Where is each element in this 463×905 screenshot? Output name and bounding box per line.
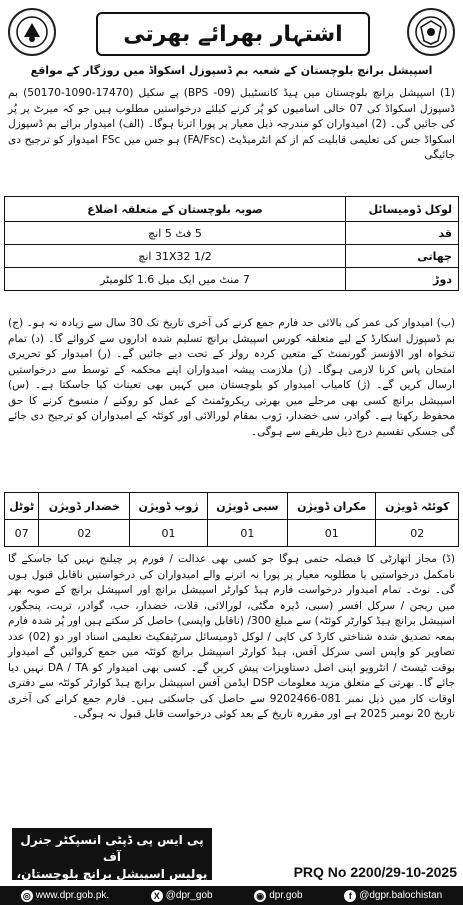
quota-value-row [5,520,459,547]
globe-icon: ◎ [21,890,33,902]
intro-paragraph: (1) اسپیشل برانچ بلوچستان میں ہیڈ کانسٹیبل (BPS -09) پے سکیل (17470-1090-50170) بم ڈسپوزل اسکواڈ کی 07 خالی اسامیوں کو پُر کرنے کیلئے درخواستیں مطلوب ہیں جو کہ میرٹ پر پُر کی جائیں گی۔ (2) امیدواران کو مندرجہ ذیل معیار پر پورا اترنا ہوگا۔ (الف) امیدوار برائے بم ڈسپوزل اسکواڈ جس کی تعلیمی قابلیت کم از کم انٹرمیڈیٹ (FA/Fsc) ہو جس میں FSc امیدوار کو ترجیح دی جائیگی [8,87,456,161]
quota-value: 01 [207,520,287,547]
social-bar [0,886,463,905]
requirement-value: 7 منٹ میں ایک میل 1.6 کلومیٹر [5,268,346,291]
signature-line-2: پولیس اسپیشل برانچ بلوچستان، [16,867,208,881]
signature-block [12,828,212,880]
requirement-value: 5 فٹ 5 انچ [5,222,346,245]
requirement-key: قد [346,222,459,245]
requirement-key: چھاتی [346,245,459,268]
quota-header: مکران ڈویژن [287,493,375,520]
quota-header: کوئٹہ ڈویژن [376,493,459,520]
quota-header: خضدار ڈویژن [39,493,130,520]
facebook-link[interactable] [344,890,442,902]
website-link[interactable] [21,890,109,902]
quota-value: 01 [130,520,207,547]
page-title: اشتہار بھرائے بھرتی [96,12,370,56]
requirement-key: دوڑ [346,268,459,291]
instructions-paragraph: (ڈ) مجاز اتھارٹی کا فیصلہ حتمی ہوگا جو کسی بھی عدالت / فورم پر چیلنج نہیں کیا جاسکے گا نامکمل درخواستیں یا مطلوبہ معیار پر پورا نہ اترنے والے امیدواران کی درخواستیں ناقابل قبول ہوں گی۔ نوٹ۔ تمام امیدوار درخواست فارم ہیڈ کوارٹر اسپیشل برانچ اور اسپیشل برانچ کے صوبہ بھر میں ریجن / سرکل افسر (سبی، ڈیرہ مگٹی، لورالائی، قلات، خضدار، حب، گوادر، تربت، پنجگور، اسپیشل برانچ ہیڈ کوارٹر کوئٹہ) سے مبلغ 300/ (ناقابل واپسی) حاصل کر سکتے ہیں اور پُر شدہ فارم بمعہ تصدیق شدہ شناختی کارڈ کی کاپی / لوکل ڈومیسائل سرٹیفکیٹ تعلیمی اسناد اور دو (02) عدد تصاویر کو واپس اسی سرکل آفس، ہیڈ کوارٹر اسپیشل برانچ کوئٹہ میں جمع کروائیں گے امیدوار بوقت ٹیسٹ / انٹرویو اپنی اصل دستاویزات پیش کریں گے۔ کسی بھی امیدوار کو DA / TA نہیں دیا جائے گا۔ بھرتی کے متعلق مزید معلومات DSP ایڈمن آفس اسپیشل برانچ ہیڈ کوارٹر کوئٹہ سے دفتری اوقات کار میں ذیل نمبر 081-9202466 سے حاصل کی جاسکتی ہیں۔ فارم جمع کرانے کی آخری تاریخ 20 نومبر 2025 ہے اور مقررہ تاریخ کے بعد کوئی درخواست قابل قبول نہ ہوگی۔ [8,553,456,720]
instagram-label: dpr.gob [269,890,303,901]
x-icon: X [151,890,163,902]
subtitle: اسپیشل برانچ بلوچستان کے شعبہ بم ڈسپوزل اسکواڈ میں روزگار کے مواقع [30,64,433,77]
table-row [5,222,459,245]
quota-header-row [5,493,459,520]
requirements-header-key: لوکل ڈومیسائل [346,197,459,222]
x-label: @dpr_gob [165,890,213,901]
signature-line-1: پی ایس پی ڈپٹی انسپکٹر جنرل آف [20,833,204,864]
conditions-paragraph: (ب) امیدوار کی عمر کی بالائی حد فارم جمع کرنے کی آخری تاریخ تک 30 سال سے زیادہ نہ ہو۔ (ج) بم ڈسپوزل اسکارڈ کے لیے متعلقہ کورس اسپیشل برانچ تسلیم شدہ اداروں سے کروائے گا۔ (د) تمام تنخواہ اور الاؤنسز گورنمنٹ کے متعین کردہ رولز کے تحت دیے جائیں گے۔ (ر) امیدوار کو تحریری امتحان پاس کرنا لازمی ہوگا۔ (ز) ملازمت پیشہ امیدواران اپنے محکمہ کے توسط سے درخواستیں ارسال کریں گے۔ (ژ) کامیاب امیدوار کو بلوچستان میں کہیں بھی تعینات کیا جاسکتا ہے۔ (س) اسپیشل برانچ کسی بھی مرحلے میں بھرتی ریکروٹمنٹ کے عمل کو روکنے / منسوخ کرنے کا حق محفوظ رکھتا ہے۔ گوادر، سی خضدار، ژوب بمقام لورالائی اور کوئٹہ کے امیدواران کو ترجیح دی جائے گی جسکی تقسیم درج ذیل طریقے سے ہوگی۔ [8,317,455,438]
footer [0,822,463,905]
header [0,0,463,60]
table-row [5,268,459,291]
x-link[interactable] [151,890,213,902]
prq-number: PRQ No 2200/29-10-2025 [293,864,457,880]
quota-header: سبی ڈویژن [207,493,287,520]
facebook-label: @dgpr.balochistan [359,890,443,901]
requirements-header-row [5,197,459,222]
quota-value: 01 [287,520,375,547]
website-label: www.dpr.gob.pk. [35,890,110,901]
quota-header: ٹوٹل [5,493,39,520]
government-emblem-logo [8,8,56,56]
instagram-icon: ◉ [254,890,266,902]
requirement-value: 31X32 1/2 انچ [5,245,346,268]
police-emblem-logo [407,8,455,56]
quota-value: 02 [39,520,130,547]
requirements-header-value: صوبہ بلوچستان کے متعلقہ اضلاع [5,197,346,222]
quota-value: 07 [5,520,39,547]
requirements-table [4,196,459,291]
instagram-link[interactable] [254,890,302,902]
division-quota-table [4,492,459,547]
quota-value: 02 [376,520,459,547]
table-row [5,245,459,268]
quota-header: ژوب ڈویژن [130,493,207,520]
facebook-icon: f [344,890,356,902]
